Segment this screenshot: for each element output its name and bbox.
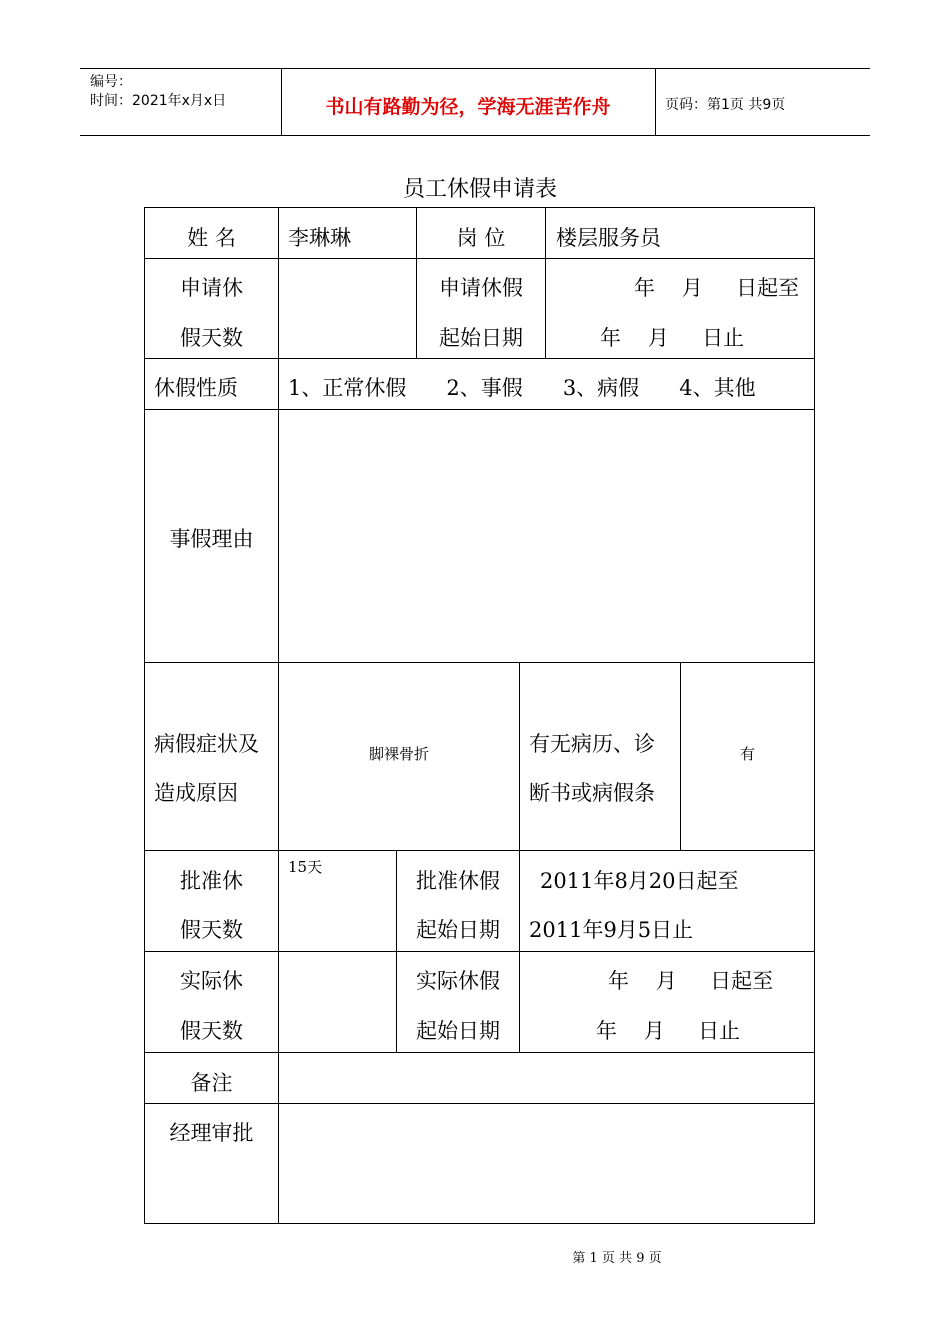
form-title: 员工休假申请表 bbox=[402, 177, 557, 202]
reason-label: 事假理由 bbox=[169, 527, 254, 551]
name-value: 李琳琳 bbox=[288, 226, 351, 250]
approved-days-value: 15天 bbox=[288, 858, 323, 876]
apply-dates-line2: 年 月 日止 bbox=[600, 326, 745, 350]
record-label-line2: 断书或病假条 bbox=[529, 781, 655, 805]
header-top-rule bbox=[80, 68, 870, 69]
apply-days-label-line2: 假天数 bbox=[180, 326, 243, 350]
leave-type-label: 休假性质 bbox=[154, 376, 238, 400]
header-divider-right bbox=[655, 68, 656, 136]
sick-value: 脚裸骨折 bbox=[368, 745, 429, 763]
header-time-label: 时间：2021年x月x日 bbox=[90, 93, 227, 109]
record-value: 有 bbox=[739, 745, 755, 763]
apply-days-label-line1: 申请休 bbox=[180, 276, 243, 300]
sick-label-line1: 病假症状及 bbox=[154, 732, 259, 756]
leave-type-options: 1、正常休假 2、事假 3、病假 4、其他 bbox=[288, 376, 756, 400]
actual-dates-line2: 年 月 日止 bbox=[596, 1019, 741, 1043]
row-sep bbox=[144, 409, 815, 410]
apply-dates-label-line1: 申请休假 bbox=[439, 276, 523, 300]
sick-label-line2: 造成原因 bbox=[154, 781, 238, 805]
footer-page-number: 第 1 页 共 9 页 bbox=[572, 1251, 662, 1266]
header-page-label: 页码：第1页 共9页 bbox=[665, 97, 786, 113]
table-border-bottom bbox=[144, 1223, 815, 1224]
actual-days-label-line1: 实际休 bbox=[180, 969, 243, 993]
row-sep bbox=[144, 951, 815, 952]
actual-dates-line1: 年 月 日起至 bbox=[608, 969, 774, 993]
manager-approval-label: 经理审批 bbox=[169, 1121, 254, 1145]
post-label: 岗 位 bbox=[456, 226, 506, 250]
apply-dates-label-line2: 起始日期 bbox=[439, 326, 523, 350]
post-value: 楼层服务员 bbox=[556, 226, 661, 250]
row-sep bbox=[144, 358, 815, 359]
record-label-line1: 有无病历、诊 bbox=[529, 732, 655, 756]
row-sep bbox=[144, 662, 815, 663]
approved-dates-label-line2: 起始日期 bbox=[416, 918, 500, 942]
row-sep bbox=[144, 1103, 815, 1104]
col-sep bbox=[545, 207, 546, 359]
header-motto: 书山有路勤为径，学海无涯苦作舟 bbox=[325, 96, 611, 118]
actual-dates-label-line2: 起始日期 bbox=[416, 1019, 500, 1043]
approved-days-label-line1: 批准休 bbox=[180, 869, 243, 893]
table-border-top bbox=[144, 207, 815, 208]
row-sep bbox=[144, 850, 815, 851]
approved-days-label-line2: 假天数 bbox=[180, 918, 243, 942]
col-sep-label bbox=[278, 207, 279, 1224]
col-sep bbox=[519, 662, 520, 851]
approved-dates-label-line1: 批准休假 bbox=[416, 869, 500, 893]
row-sep bbox=[144, 258, 815, 259]
row-sep bbox=[144, 1052, 815, 1053]
table-border-right bbox=[814, 207, 815, 1224]
actual-dates-label-line1: 实际休假 bbox=[416, 969, 500, 993]
header-number-label: 编号： bbox=[90, 74, 132, 90]
apply-dates-line1: 年 月 日起至 bbox=[634, 276, 800, 300]
col-sep bbox=[519, 850, 520, 1053]
actual-days-label-line2: 假天数 bbox=[180, 1019, 243, 1043]
header-bottom-rule bbox=[80, 135, 870, 136]
approved-dates-line1: 2011年8月20日起至 bbox=[540, 869, 739, 893]
remark-label: 备注 bbox=[190, 1071, 233, 1095]
approved-dates-line2: 2011年9月5日止 bbox=[529, 918, 694, 942]
name-label: 姓 名 bbox=[187, 226, 236, 250]
